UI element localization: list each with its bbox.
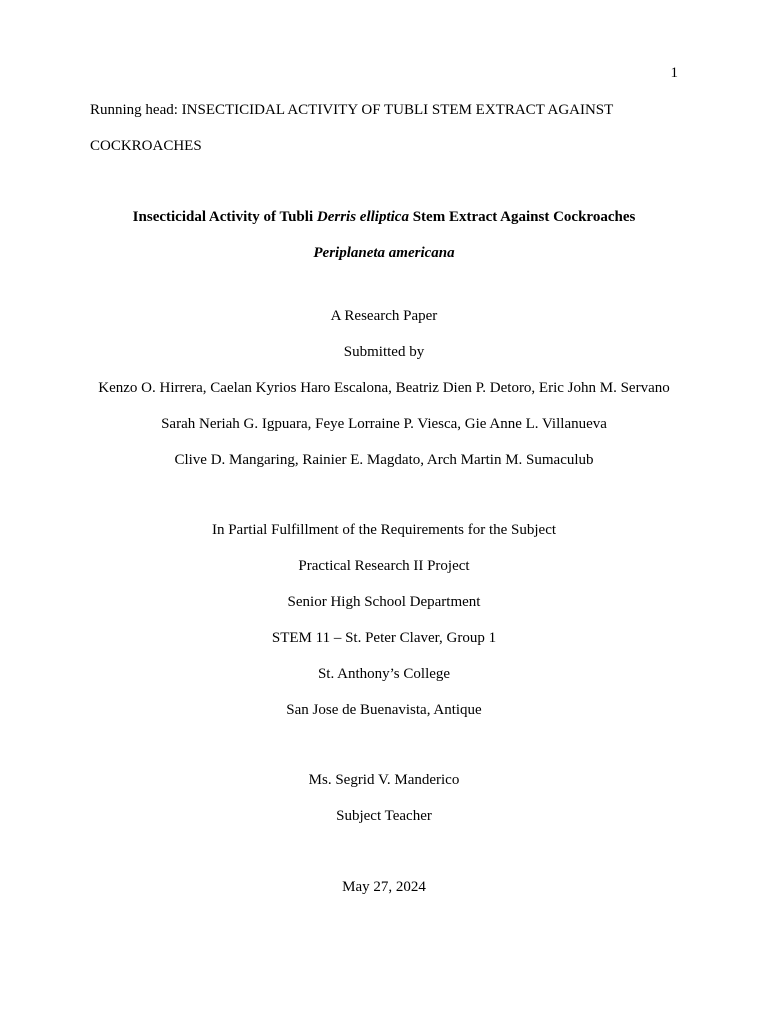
teacher-name: Ms. Segrid V. Manderico: [308, 772, 460, 788]
subject-name: Practical Research II Project: [298, 558, 470, 574]
title-line-2: [0, 235, 768, 271]
running-head-label: Running head:: [90, 102, 182, 118]
school-location: San Jose de Buenavista, Antique: [286, 702, 482, 718]
authors-line-1: Kenzo O. Hirrera, Caelan Kyrios Haro Escalona, Beatriz Dien P. Detoro, Eric John M. Servano: [98, 380, 670, 396]
fulfillment-block: [0, 512, 768, 728]
teacher-block: [0, 762, 768, 834]
page-number: 1: [670, 65, 678, 81]
teacher-role: Subject Teacher: [336, 808, 432, 824]
paper-type: A Research Paper: [330, 308, 438, 324]
title-line-1: [0, 199, 768, 235]
date-block: [0, 869, 768, 905]
school-name: St. Anthony’s College: [317, 666, 451, 682]
submission-block: [0, 298, 768, 478]
section-group: STEM 11 – St. Peter Claver, Group 1: [271, 630, 497, 646]
submitted-by: Submitted by: [343, 344, 425, 360]
authors-line-3: Clive D. Mangaring, Rainier E. Magdato, Arch Martin M. Sumaculub: [174, 452, 594, 468]
department: Senior High School Department: [287, 594, 481, 610]
paper-title: [0, 199, 768, 271]
title-species-derris: Derris elliptica: [316, 209, 409, 225]
title-part-1: Insecticidal Activity of Tubli: [132, 209, 317, 225]
submission-date: May 27, 2024: [342, 879, 426, 895]
title-part-2: Stem Extract Against Cockroaches: [408, 209, 636, 225]
title-species-periplaneta: Periplaneta americana: [313, 245, 455, 261]
authors-line-2: Sarah Neriah G. Igpuara, Feye Lorraine P. Viesca, Gie Anne L. Villanueva: [161, 416, 607, 432]
running-head-text: INSECTICIDAL ACTIVITY OF TUBLI STEM EXTRACT AGAINST COCKROACHES: [90, 102, 614, 154]
running-head: [90, 92, 680, 164]
fulfillment-line: In Partial Fulfillment of the Requirements for the Subject: [211, 522, 557, 538]
